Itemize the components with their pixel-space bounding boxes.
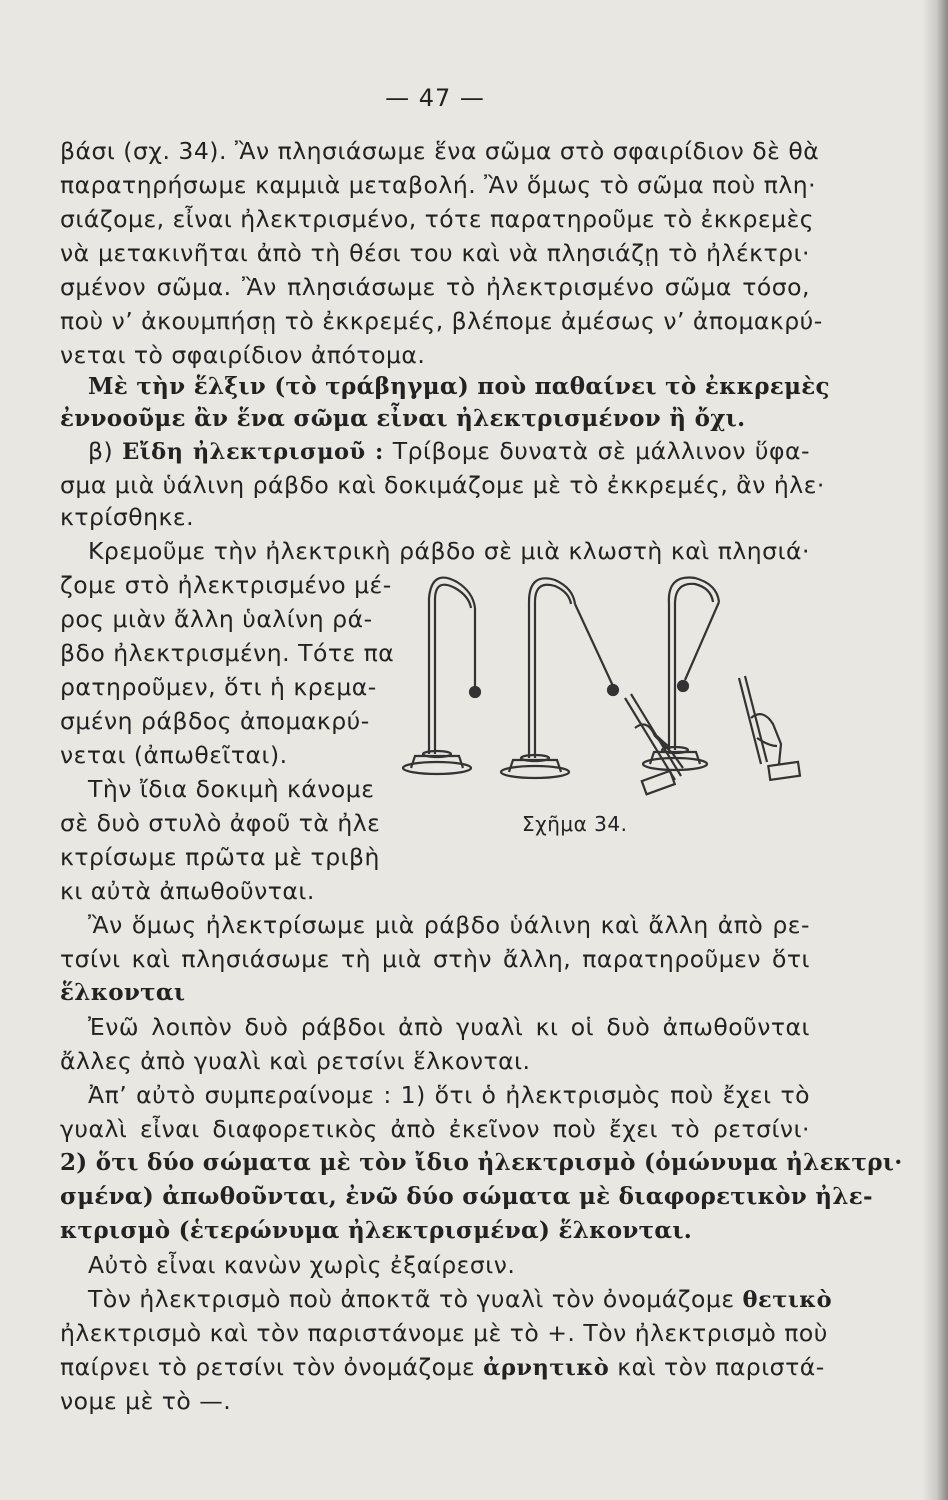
text-line: ποὺ ν’ ἀκουμπήσῃ τὸ ἐκκρεμές, βλέπομε ἀμέσως ν’ ἀπομακρύ- [60,307,823,335]
text-line: παρατηρήσωμε καμμιὰ μεταβολή. Ἂν ὅμως τὸ σῶμα ποὺ πλη· [60,171,817,199]
text-line: σιάζομε, εἶναι ἠλεκτρισμένο, τότε παρατηροῦμε τὸ ἐκκρεμὲς [60,205,815,233]
text-line: σμένη ράβδος ἀπομακρύ- [60,707,370,735]
text-line: Μὲ τὴν ἕλξιν (τὸ τράβηγμα) ποὺ παθαίνει τὸ ἐκκρεμὲς [88,373,830,400]
text-line: σμένα) ἀπωθοῦνται, ἐνῶ δύο σώματα μὲ διαφορετικὸν ἠλε- [60,1183,873,1210]
text-line: Ἐνῶ λοιπὸν δυὸ ράβδοι ἀπὸ γυαλὶ κι οἱ δυὸ ἀπωθοῦνται [88,1013,810,1041]
section-text: Τρίβομε δυνατὰ σὲ μάλλινον ὕφα- [383,437,810,465]
stand-3 [643,578,719,770]
text-line: ἕλκονται [60,979,186,1006]
text-line: Τὴν ἴδια δοκιμὴ κάνομε [88,775,375,803]
text-line: βάσι (σχ. 34). Ἂν πλησιάσωμε ἕνα σῶμα στὸ σφαιρίδιον δὲ θὰ [60,137,820,165]
text-run: Τὸν ἠλεκτρισμὸ ποὺ ἀποκτᾶ τὸ γυαλὶ τὸν ὀνομάζομε [88,1285,743,1313]
text-line: Ἂν ὅμως ἠλεκτρίσωμε μιὰ ράβδο ὑάλινη καὶ ἄλλη ἀπὸ ρε- [88,911,810,939]
term-positive: θετικὸ [742,1287,833,1313]
text-line: Αὐτὸ εἶναι κανὼν χωρὶς ἐξαίρεσιν. [88,1251,516,1279]
text-line: τσίνι καὶ πλησιάσωμε τὴ μιὰ στὴν ἄλλη, παρατηροῦμεν ὅτι [60,945,810,973]
text-line: ἐννοοῦμε ἂν ἕνα σῶμα εἶναι ἠλεκτρισμένον ἢ ὄχι. [60,405,746,432]
text-line: κτρισμὸ (ἑτερώνυμα ἠλεκτρισμένα) ἕλκονται. [60,1217,693,1244]
text-line: ἄλλες ἀπὸ γυαλὶ καὶ ρετσίνι ἕλκονται. [60,1047,531,1075]
page-edge-shadow [922,0,948,1500]
section-label: β) [88,437,123,465]
text-line: σὲ δυὸ στυλὸ ἀφοῦ τὰ ἠλε [60,809,381,837]
text-line: γυαλὶ εἶναι διαφορετικὸς ἀπὸ ἐκεῖνον ποὺ ἔχει τὸ ρετσίνι· [60,1115,810,1143]
pendulum-figure [385,568,805,808]
hand-rod-2 [739,676,800,780]
section-title: Εἴδη ἠλεκτρισμοῦ : [122,439,384,465]
text-line [60,1352,825,1383]
section-heading-line [60,436,810,467]
stand-2 [501,578,613,778]
text-line: 2) ὅτι δύο σώματα μὲ τὸν ἴδιο ἠλεκτρισμὸ (ὁμώνυμα ἠλεκτρι· [60,1149,903,1176]
text-line: βδο ἠλεκτρισμένη. Τότε πα [60,639,395,667]
text-run: καὶ τὸν παριστά- [609,1353,825,1381]
text-run: παίρνει τὸ ρετσίνι τὸν ὀνομάζομε [60,1353,484,1381]
page-number: — 47 — [385,84,485,112]
text-line: νὰ μετακινῆται ἀπὸ τὴ θέσι του καὶ νὰ πλησιάζῃ τὸ ἠλέκτρι· [60,239,810,267]
text-line: ἠλεκτρισμὸ καὶ τὸν παριστάνομε μὲ τὸ +. Τὸν ἠλεκτρισμὸ ποὺ [60,1319,828,1347]
text-line: ζομε στὸ ἠλεκτρισμένο μέ- [60,571,392,599]
term-negative: ἀρνητικὸ [483,1355,610,1381]
text-line: νομε μὲ τὸ —. [60,1387,232,1415]
text-line: Κρεμοῦμε τὴν ἠλεκτρικὴ ράβδο σὲ μιὰ κλωστὴ καὶ πλησιά· [88,537,810,565]
stand-1 [403,578,475,774]
text-line: ρος μιὰν ἄλλη ὑαλίνη ρά- [60,605,373,633]
text-line: σμένον σῶμα. Ἂν πλησιάσωμε τὸ ἠλεκτρισμένο σῶμα τόσο, [60,273,810,301]
text-line: νεται (ἀπωθεῖται). [60,741,288,769]
text-line [60,1284,833,1315]
text-line: νεται τὸ σφαιρίδιον ἀπότομα. [60,341,426,369]
text-line: κι αὐτὰ ἀπωθοῦνται. [60,877,315,905]
text-line: κτρίσθηκε. [60,503,195,531]
text-line: κτρίσωμε πρῶτα μὲ τριβὴ [60,843,380,871]
text-line: σμα μιὰ ὑάλινη ράβδο καὶ δοκιμάζομε μὲ τὸ ἐκκρεμές, ἂν ἠλε· [60,471,825,499]
text-line: ρατηροῦμεν, ὅτι ἡ κρεμα- [60,673,377,701]
text-line: Ἀπ’ αὐτὸ συμπεραίνομε : 1) ὅτι ὁ ἠλεκτρισμὸς ποὺ ἔχει τὸ [88,1081,810,1109]
figure-caption: Σχῆμα 34. [522,812,628,836]
